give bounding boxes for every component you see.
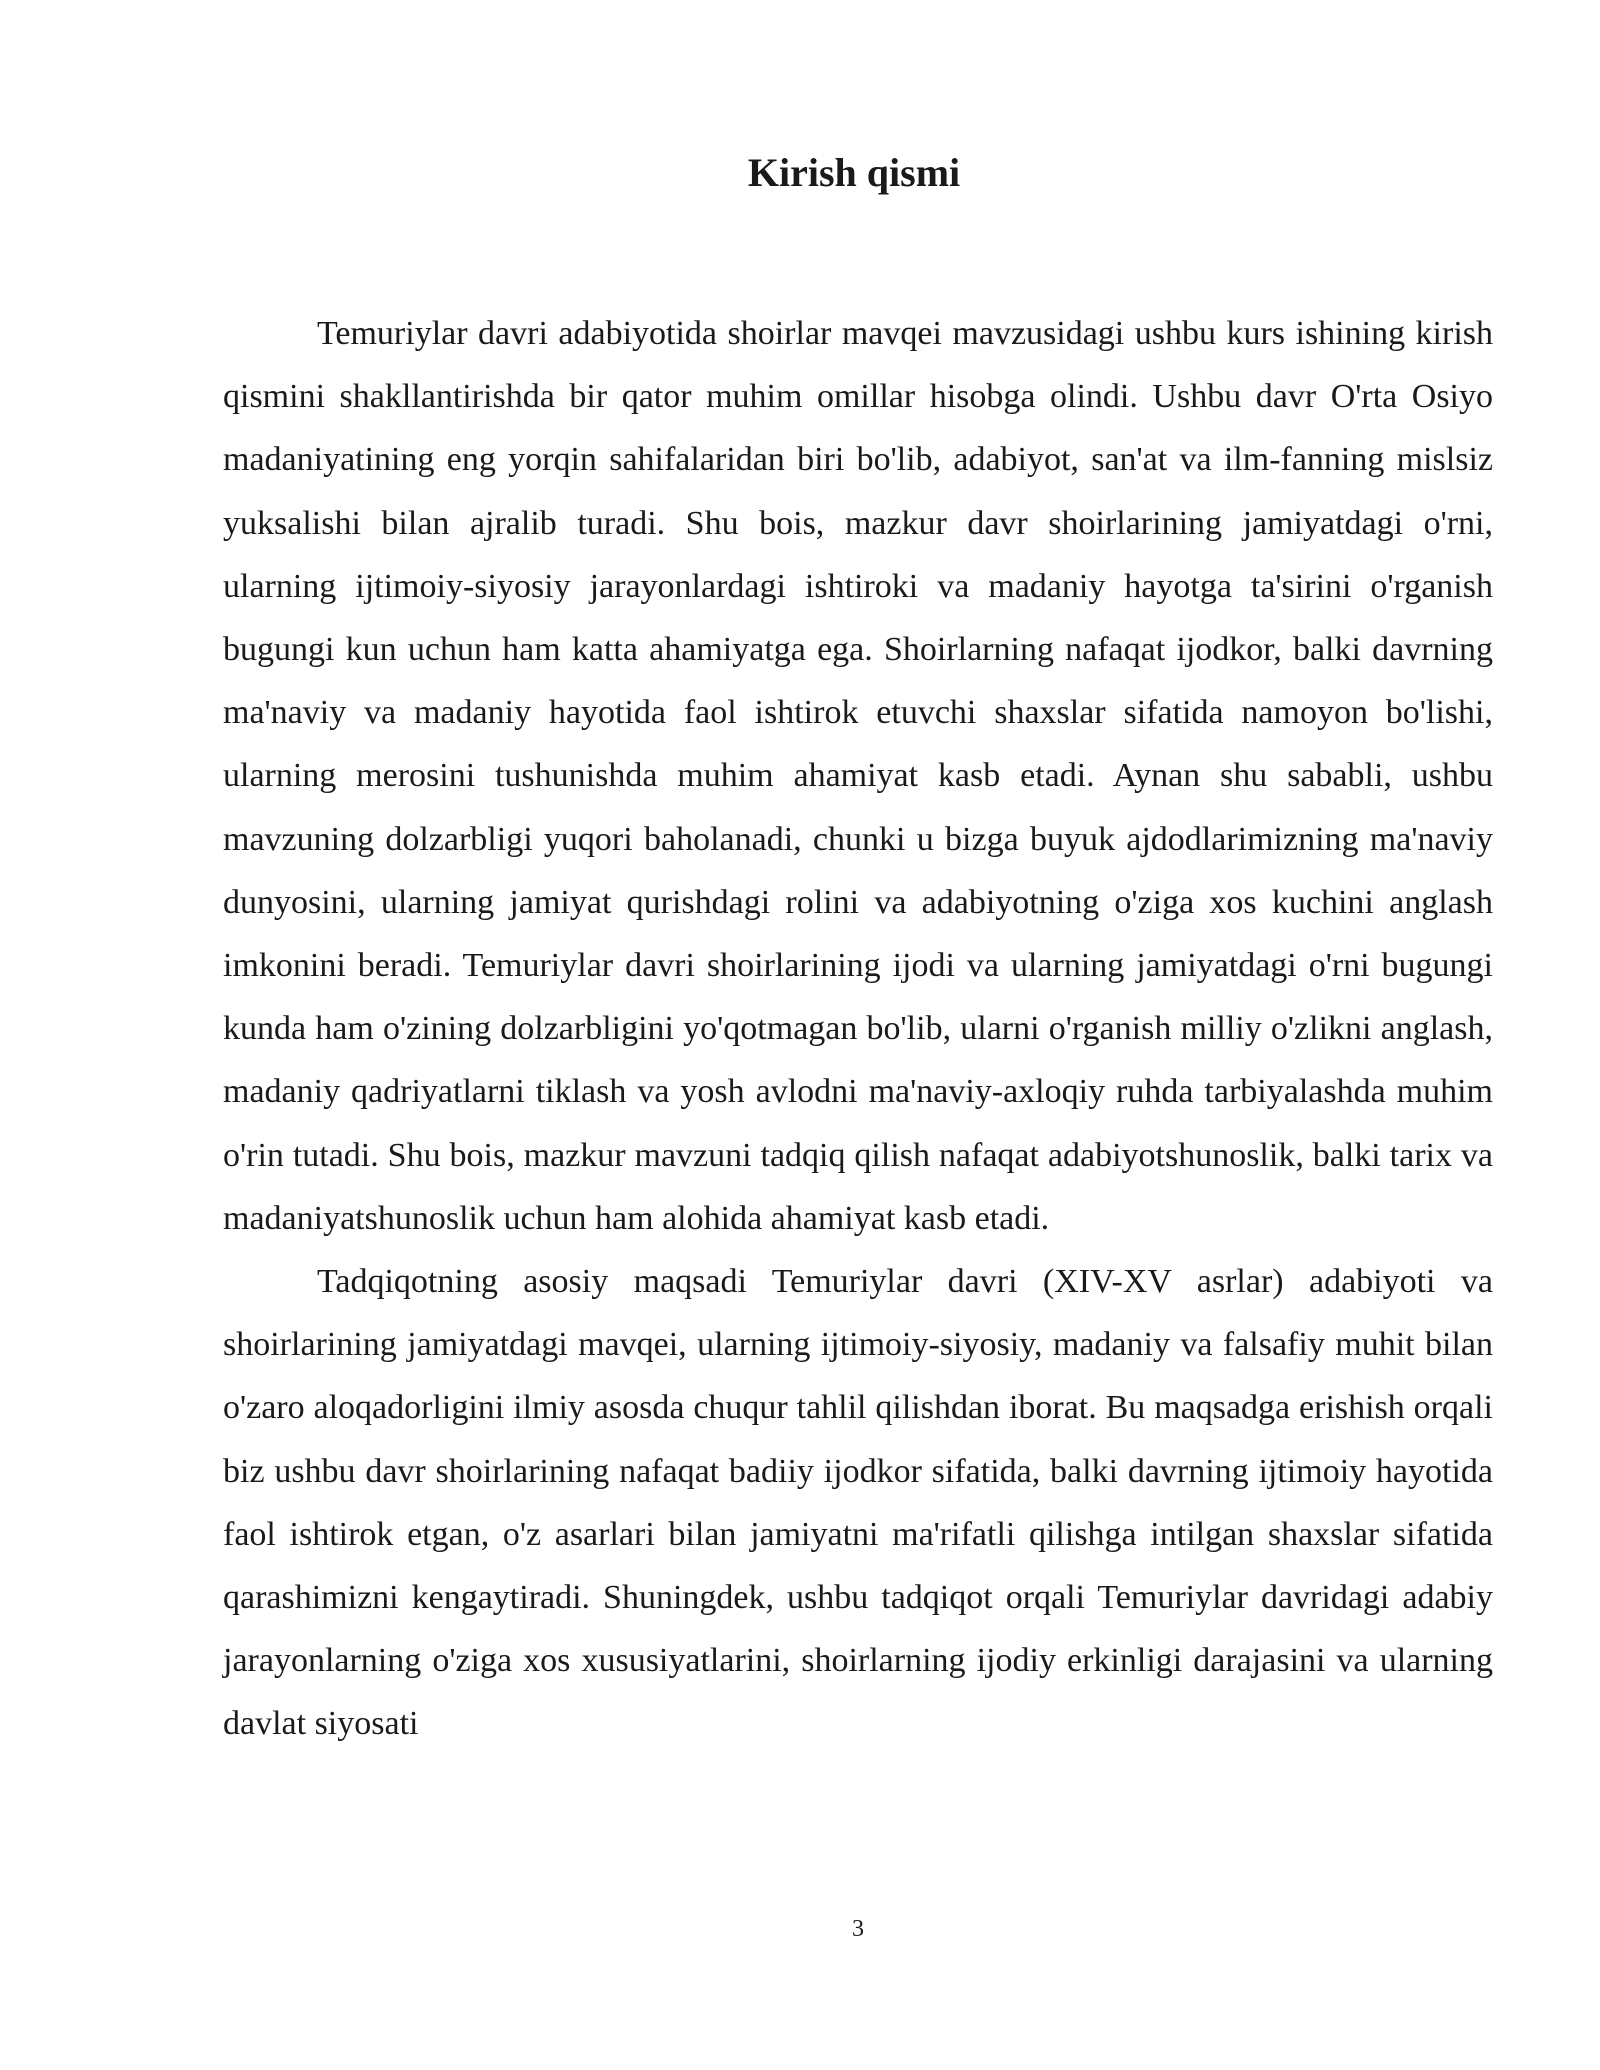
page-number: 3	[852, 1916, 864, 1942]
page-title: Kirish qismi	[747, 150, 961, 195]
body-text	[223, 302, 1493, 1756]
paragraph-1: Temuriylar davri adabiyotida shoirlar mavqei mavzusidagi ushbu kurs ishining kirish qismini shakllantirishda bir qator muhim omillar hisobga olindi. Ushbu davr O'rta Osiyo madaniyatining eng yorqin sahifalaridan biri bo'lib, adabiyot, san'at va ilm-fanning mislsiz yuksalishi bilan ajralib turadi. Shu bois, mazkur davr shoirlarining jamiyatdagi o'rni, ularning ijtimoiy-siyosiy jarayonlardagi ishtiroki va madaniy hayotga ta'sirini o'rganish bugungi kun uchun ham katta ahamiyatga ega. Shoirlarning nafaqat ijodkor, balki davrning ma'naviy va madaniy hayotida faol ishtirok etuvchi shaxslar sifatida namoyon bo'lishi, ularning merosini tushunishda muhim ahamiyat kasb etadi. Aynan shu sababli, ushbu mavzuning dolzarbligi yuqori baholanadi, chunki u bizga buyuk ajdodlarimizning ma'naviy dunyosini, ularning jamiyat qurishdagi rolini va adabiyotning o'ziga xos kuchini anglash imkonini beradi. Temuriylar davri shoirlarining ijodi va ularning jamiyatdagi o'rni bugungi kunda ham o'zining dolzarbligini yo'qotmagan bo'lib, ularni o'rganish milliy o'zlikni anglash, madaniy qadriyatlarni tiklash va yosh avlodni ma'naviy-axloqiy ruhda tarbiyalashda muhim o'rin tutadi. Shu bois, mazkur mavzuni tadqiq qilish nafaqat adabiyotshunoslik, balki tarix va madaniyatshunoslik uchun ham alohida ahamiyat kasb etadi.	[223, 315, 1493, 1237]
paragraph-2: Tadqiqotning asosiy maqsadi Temuriylar davri (XIV-XV asrlar) adabiyoti va shoirlarining jamiyatdagi mavqei, ularning ijtimoiy-siyosiy, madaniy va falsafiy muhit bilan o'zaro aloqadorligini ilmiy asosda chuqur tahlil qilishdan iborat. Bu maqsadga erishish orqali biz ushbu davr shoirlarining nafaqat badiiy ijodkor sifatida, balki davrning ijtimoiy hayotida faol ishtirok etgan, o'z asarlari bilan jamiyatni ma'rifatli qilishga intilgan shaxslar sifatida qarashimizni kengaytiradi. Shuningdek, ushbu tadqiqot orqali Temuriylar davridagi adabiy jarayonlarning o'ziga xos xususiyatlarini, shoirlarning ijodiy erkinligi darajasini va ularning davlat siyosati	[223, 1263, 1493, 1743]
